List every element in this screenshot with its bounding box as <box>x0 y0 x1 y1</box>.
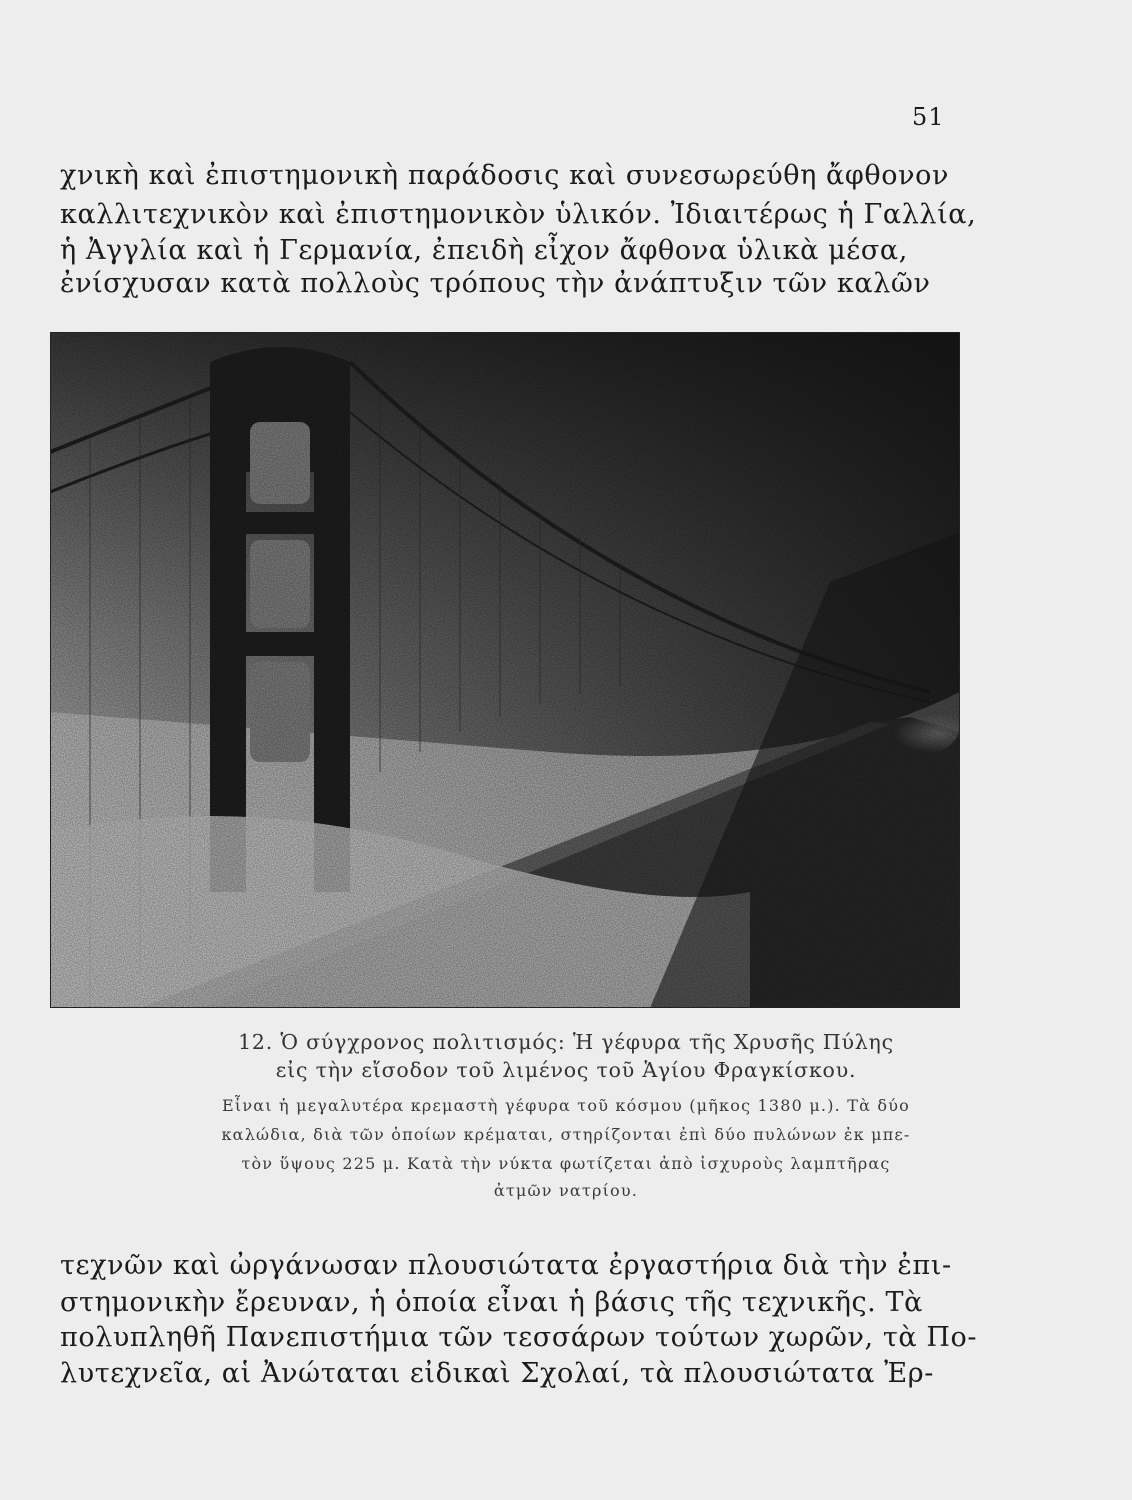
description-line: Εἶναι ἡ μεγαλυτέρα κρεμαστὴ γέφυρα τοῦ κόσμου (μῆκος 1380 μ.). Τὰ δύο <box>222 1096 910 1115</box>
text-line: τεχνῶν καὶ ὠργάνωσαν πλουσιώτατα ἐργαστήρια διὰ τὴν ἐπι- <box>60 1250 952 1281</box>
text-line: καλλιτεχνικὸν καὶ ἐπιστημονικὸν ὑλικόν. Ἰδιαιτέρως ἡ Γαλλία, <box>60 199 977 230</box>
text-line: ἐνίσχυσαν κατὰ πολλοὺς τρόπους τὴν ἀνάπτυξιν τῶν καλῶν <box>60 268 931 299</box>
text-line: ἡ Ἀγγλία καὶ ἡ Γερμανία, ἐπειδὴ εἶχον ἄφθονα ὑλικὰ μέσα, <box>60 235 908 266</box>
text-line: πολυπληθῆ Πανεπιστήμια τῶν τεσσάρων τούτων χωρῶν, τὰ Πο- <box>60 1322 978 1353</box>
page-number: 51 <box>912 103 945 131</box>
description-line: καλώδια, διὰ τῶν ὁποίων κρέμαται, στηρίζονται ἐπὶ δύο πυλώνων ἐκ μπε- <box>221 1125 911 1144</box>
text-line: χνικὴ καὶ ἐπιστημονικὴ παράδοσις καὶ συνεσωρεύθη ἄφθονον <box>60 160 949 191</box>
text-line: λυτεχνεῖα, αἱ Ἀνώταται εἰδικαὶ Σχολαί, τὰ πλουσιώτατα Ἐρ- <box>60 1358 934 1389</box>
caption-line: εἰς τὴν εἴσοδον τοῦ λιμένος τοῦ Ἁγίου Φραγκίσκου. <box>275 1058 857 1082</box>
description-line: ἀτμῶν νατρίου. <box>493 1181 639 1200</box>
caption-line: 12. Ὁ σύγχρονος πολιτισμός: Ἡ γέφυρα τῆς Χρυσῆς Πύλης <box>238 1030 894 1054</box>
bridge-photo <box>50 332 960 1008</box>
text-line: στημονικὴν ἔρευναν, ἡ ὁποία εἶναι ἡ βάσις τῆς τεχνικῆς. Τὰ <box>60 1287 923 1318</box>
description-line: τὸν ὕψους 225 μ. Κατὰ τὴν νύκτα φωτίζεται ἀπὸ ἰσχυροὺς λαμπτῆρας <box>241 1154 891 1173</box>
